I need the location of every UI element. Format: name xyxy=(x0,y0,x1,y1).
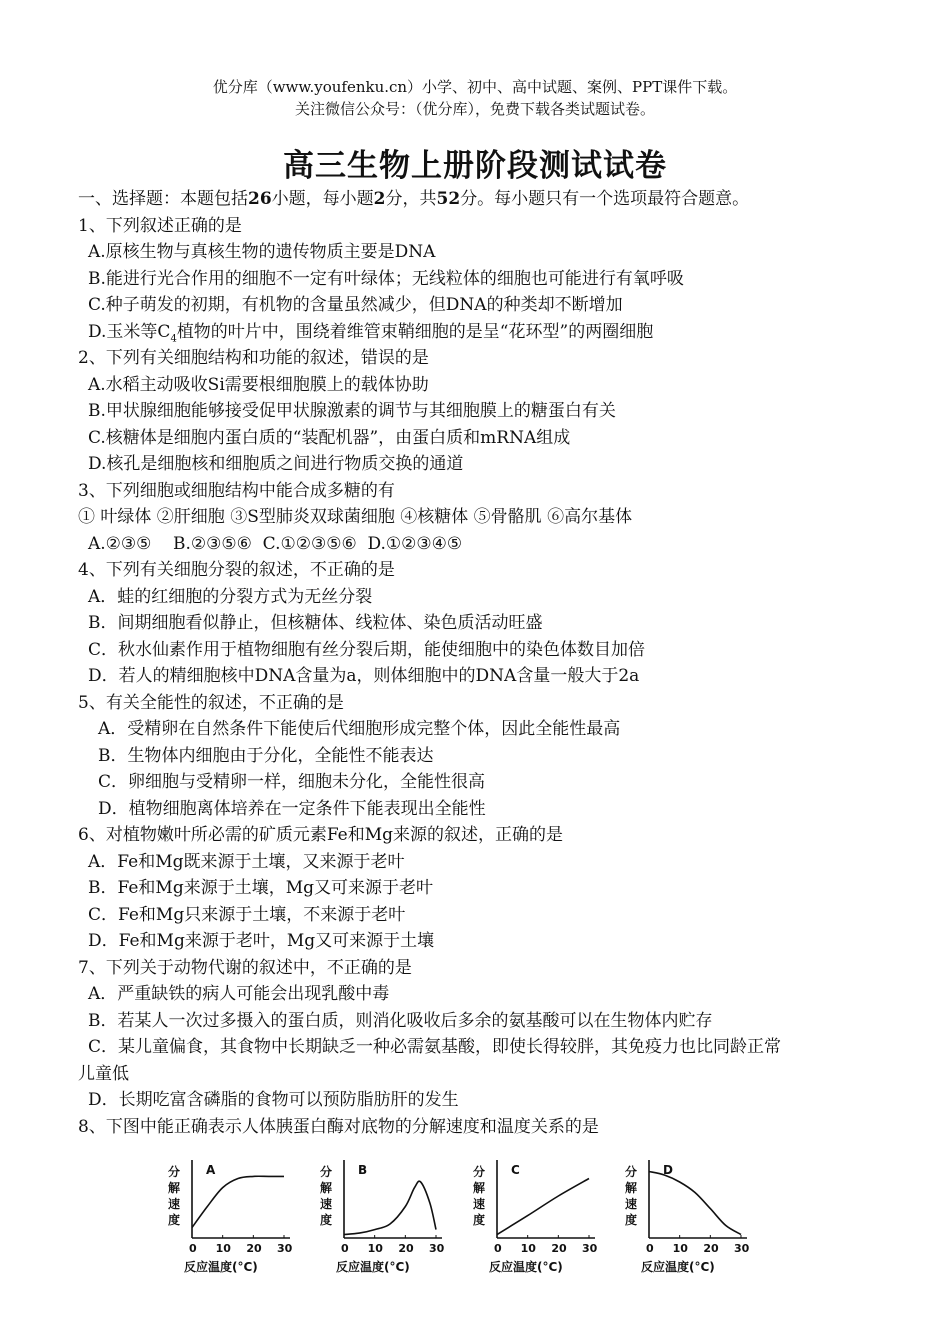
header-line-2: 关注微信公众号：（优分库），免费下载各类试题试卷。 xyxy=(294,100,655,118)
graph-d-letter: D xyxy=(663,1163,673,1177)
graph-b-ylabel-char: 分 xyxy=(320,1165,333,1179)
q6-option-a: A．Fe和Mg既来源于土壤，又来源于老叶 xyxy=(88,851,405,872)
q3-stem: 3、下列细胞或细胞结构中能合成多糖的有 xyxy=(78,480,395,501)
graph-a-letter: A xyxy=(206,1163,216,1177)
q6-option-d: D．Fe和Mg来源于老叶，Mg又可来源于土壤 xyxy=(88,931,435,951)
graph-d-tick-20: 20 xyxy=(703,1242,719,1255)
q7-option-c: C．某儿童偏食，其食物中长期缺乏一种必需氨基酸，即使长得较胖，其免疫力也比同龄正常 xyxy=(88,1037,782,1057)
graph-b-tick-0: 0 xyxy=(341,1242,349,1255)
graph-a-tick-0: 0 xyxy=(189,1242,197,1255)
q1-option-a: A.原核生物与真核生物的遗传物质主要是DNA xyxy=(88,242,436,262)
q2-option-b: B.甲状腺细胞能够接受促甲状腺激素的调节与其细胞膜上的糖蛋白有关 xyxy=(88,401,616,421)
graph-b-ylabel-char: 度 xyxy=(320,1213,333,1227)
page-title: 高三生物上册阶段测试试卷 xyxy=(283,148,667,184)
graph-c-ylabel-char: 分 xyxy=(473,1165,486,1179)
q4-stem: 4、下列有关细胞分裂的叙述，不正确的是 xyxy=(78,560,395,580)
graph-d xyxy=(617,1156,757,1286)
q4-option-b: B．间期细胞看似静止，但核糖体、线粒体、染色质活动旺盛 xyxy=(88,613,543,633)
graph-c-curve xyxy=(497,1179,589,1235)
q5-stem: 5、有关全能性的叙述，不正确的是 xyxy=(78,692,344,713)
graph-b-tick-30: 30 xyxy=(429,1242,445,1255)
q2-option-a: A.水稻主动吸收Si需要根细胞膜上的载体协助 xyxy=(88,374,429,395)
graph-b-tick-20: 20 xyxy=(398,1242,414,1255)
graph-d-tick-30: 30 xyxy=(734,1242,750,1255)
q5-option-c: C．卵细胞与受精卵一样，细胞未分化，全能性很高 xyxy=(98,772,486,792)
graph-a-svg xyxy=(160,1156,300,1286)
q6-option-c: C．Fe和Mg只来源于土壤，不来源于老叶 xyxy=(88,904,406,925)
q4-option-c: C．秋水仙素作用于植物细胞有丝分裂后期，能使细胞中的染色体数目加倍 xyxy=(88,639,646,660)
q2-option-d: D.核孔是细胞核和细胞质之间进行物质交换的通道 xyxy=(88,454,464,474)
graph-a xyxy=(160,1156,300,1286)
graph-b-xlabel: 反应温度(°C) xyxy=(336,1260,410,1274)
q1-option-c: C.种子萌发的初期，有机物的含量虽然减少，但DNA的种类却不断增加 xyxy=(88,295,623,315)
graph-a-tick-30: 30 xyxy=(277,1242,293,1255)
q2-option-c: C.核糖体是细胞内蛋白质的“装配机器”，由蛋白质和mRNA组成 xyxy=(88,427,571,448)
graph-d-ylabel-char: 解 xyxy=(625,1181,638,1195)
q4-option-d: D．若人的精细胞核中DNA含量为a，则体细胞中的DNA含量一般大于2a xyxy=(88,666,640,686)
q8-graphs xyxy=(160,1156,760,1286)
q2-stem: 2、下列有关细胞结构和功能的叙述，错误的是 xyxy=(78,348,429,368)
graph-c-tick-0: 0 xyxy=(494,1242,502,1255)
header xyxy=(0,76,950,120)
graph-d-svg xyxy=(617,1156,757,1286)
q1-option-b: B.能进行光合作用的细胞不一定有叶绿体；无线粒体的细胞也可能进行有氧呼吸 xyxy=(88,268,684,289)
q7-option-b: B．若某人一次过多摄入的蛋白质，则消化吸收后多余的氨基酸可以在生物体内贮存 xyxy=(88,1010,713,1031)
q7-option-d: D．长期吃富含磷脂的食物可以预防脂肪肝的发生 xyxy=(88,1090,459,1110)
graph-b xyxy=(312,1156,452,1286)
graph-c-letter: C xyxy=(511,1163,520,1177)
graph-a-ylabel-char: 解 xyxy=(168,1181,181,1195)
graph-c-tick-10: 10 xyxy=(520,1242,536,1255)
graph-c-ylabel-char: 解 xyxy=(473,1181,486,1195)
q1-stem: 1、下列叙述正确的是 xyxy=(78,215,242,236)
graph-c-xlabel: 反应温度(°C) xyxy=(489,1260,563,1274)
graph-d-ylabel-char: 速 xyxy=(625,1197,638,1211)
graph-d-curve xyxy=(649,1172,741,1235)
graph-c-tick-20: 20 xyxy=(551,1242,567,1255)
graph-d-ylabel-char: 分 xyxy=(625,1165,638,1179)
graph-c-ylabel-char: 速 xyxy=(473,1197,486,1211)
graph-a-ylabel-char: 度 xyxy=(168,1213,181,1227)
q6-option-b: B．Fe和Mg来源于土壤，Mg又可来源于老叶 xyxy=(88,878,433,898)
q3-options: A.②③⑤ B.②③⑤⑥ C.①②③⑤⑥ D.①②③④⑤ xyxy=(88,533,463,554)
graph-b-ylabel-char: 速 xyxy=(320,1197,333,1211)
exam-content xyxy=(78,186,878,1140)
graph-b-tick-10: 10 xyxy=(367,1242,383,1255)
q1-option-d: D.玉米等$C_4$植物的叶片中，围绕着维管束鞘细胞的是呈“花环型”的两圈细胞 xyxy=(88,321,654,344)
graph-a-xlabel: 反应温度(°C) xyxy=(184,1260,258,1274)
q8-stem: 8、下图中能正确表示人体胰蛋白酶对底物的分解速度和温度关系的是 xyxy=(78,1116,599,1137)
q6-stem: 6、对植物嫩叶所必需的矿质元素Fe和Mg来源的叙述，正确的是 xyxy=(78,825,564,845)
section-instruction: 一、选择题：本题包括26小题，每小题2分，共52分。每小题只有一个选项最符合题意。 xyxy=(78,189,750,209)
graph-b-curve xyxy=(344,1181,436,1234)
graph-c-ylabel-char: 度 xyxy=(473,1213,486,1227)
graph-d-tick-0: 0 xyxy=(646,1242,654,1255)
q5-option-d: D．植物细胞离体培养在一定条件下能表现出全能性 xyxy=(98,798,486,819)
graph-c-tick-30: 30 xyxy=(582,1242,598,1255)
graph-b-ylabel-char: 解 xyxy=(320,1181,333,1195)
q5-option-b: B．生物体内细胞由于分化，全能性不能表达 xyxy=(98,745,434,766)
graph-b-svg xyxy=(312,1156,452,1286)
header-line-1: 优分库（www.youfenku.cn）小学、初中、高中试题、案例、PPT课件下载。 xyxy=(212,78,738,96)
graph-d-ylabel-char: 度 xyxy=(625,1213,638,1227)
q4-option-a: A．蛙的红细胞的分裂方式为无丝分裂 xyxy=(88,586,373,607)
q3-items: ① 叶绿体 ②肝细胞 ③S型肺炎双球菌细胞 ④核糖体 ⑤骨骼肌 ⑥高尔基体 xyxy=(78,507,633,527)
graph-a-tick-20: 20 xyxy=(246,1242,262,1255)
graph-d-xlabel: 反应温度(°C) xyxy=(641,1260,715,1274)
graph-a-tick-10: 10 xyxy=(215,1242,231,1255)
graph-a-curve xyxy=(192,1176,284,1227)
graph-d-tick-10: 10 xyxy=(672,1242,688,1255)
graph-b-letter: B xyxy=(358,1163,368,1177)
q7-stem: 7、下列关于动物代谢的叙述中，不正确的是 xyxy=(78,957,412,978)
q7-option-c-cont: 儿童低 xyxy=(78,1063,129,1084)
graph-a-ylabel-char: 分 xyxy=(168,1165,181,1179)
graph-a-ylabel-char: 速 xyxy=(168,1197,181,1211)
graph-c xyxy=(465,1156,605,1286)
q7-option-a: A．严重缺铁的病人可能会出现乳酸中毒 xyxy=(88,984,390,1004)
q5-option-a: A．受精卵在自然条件下能使后代细胞形成完整个体，因此全能性最高 xyxy=(98,719,621,739)
graph-c-svg xyxy=(465,1156,605,1286)
